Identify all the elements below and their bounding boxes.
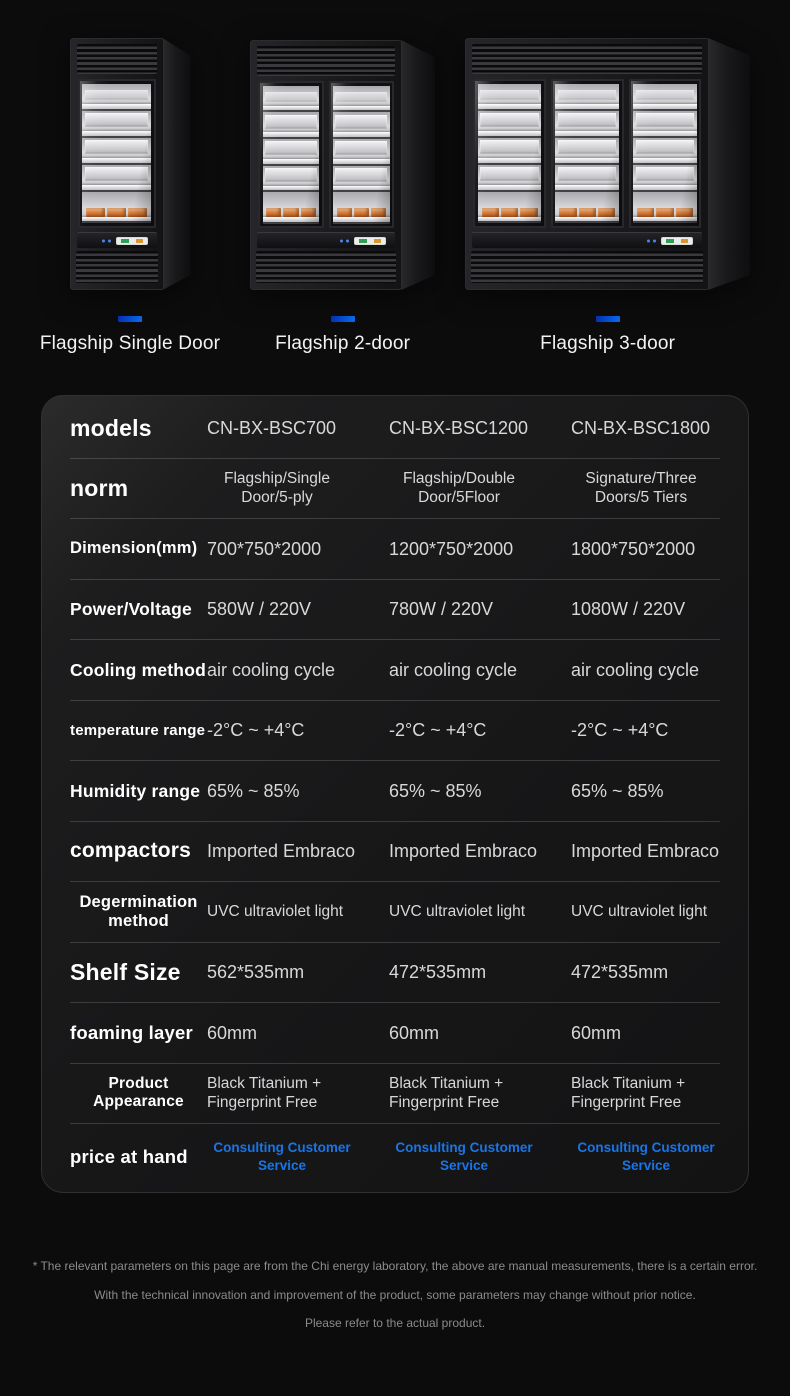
shelf [82,165,151,192]
fridge-bottom-vent [471,251,703,283]
status-led-lights [647,239,656,242]
row-label: models [70,414,152,441]
spec-value: air cooling cycle [571,659,700,680]
fridge-control-panel [472,232,702,248]
product-label: Flagship 2-door [275,333,411,354]
spec-value: -2°C ~ +4°C [207,720,305,740]
spec-value: CN-BX-BSC1200 [389,417,529,438]
spec-value: UVC ultraviolet light [207,903,344,921]
shelf [555,84,619,111]
fridge-glass-area [78,79,156,228]
glass-door [329,81,395,228]
door-cavity [555,84,619,224]
spec-value: 1200*750*2000 [389,538,514,559]
row-label: Power/Voltage [70,599,192,620]
bread-shelf [333,192,390,223]
shelf [263,166,320,193]
fridge-image-single-door [70,38,191,290]
fridge-front [250,40,402,290]
bread-loaf [354,208,369,217]
consult-customer-service-link[interactable]: Consulting Customer Service [213,1140,351,1173]
bread-loaf [266,208,281,217]
spec-row-temperature-range [70,701,720,762]
spec-value: Black Titanium + Fingerprint Free [389,1074,504,1112]
fridge-image-3-door [465,38,750,290]
product-image-stage [465,34,750,290]
shelf [263,86,320,113]
shelf [263,112,320,139]
spec-value: -2°C ~ +4°C [571,720,669,740]
spec-value: Black Titanium + Fingerprint Free [207,1074,322,1112]
spec-value: 65% ~ 85% [389,780,482,801]
product-label: Flagship Single Door [39,333,221,354]
shelf [82,111,151,138]
row-label: Cooling method [70,659,206,680]
glass-door [473,79,546,228]
active-indicator-bar [331,316,355,322]
consult-customer-service-link[interactable]: Consulting Customer Service [395,1140,533,1173]
active-indicator-bar [596,316,620,322]
row-label: temperature range [70,721,206,739]
door-cavity [333,86,390,224]
shelf [82,138,151,165]
glass-door [629,79,702,228]
fridge-front [465,38,709,290]
row-label: price at hand [70,1146,188,1168]
consult-customer-service-link[interactable]: Consulting Customer Service [577,1140,715,1173]
bread-loaf [371,208,386,217]
spec-value: CN-BX-BSC700 [207,417,337,438]
row-label: norm [70,475,129,502]
bread-loaf [86,208,105,217]
fridge-side-panel [163,38,191,290]
bread-loaf [559,208,576,217]
bread-loaf [637,208,654,217]
temperature-display [116,237,148,245]
spec-value: 1800*750*2000 [571,538,696,559]
product-card-2-door [250,34,435,355]
glass-door [551,79,624,228]
shelf [555,111,619,138]
glass-door [258,81,324,228]
spec-value: 65% ~ 85% [207,780,300,801]
row-label: foaming layer [70,1022,193,1044]
bread-loaf [107,208,126,217]
spec-value: Flagship/Single Door/5-ply [224,469,330,507]
spec-value: -2°C ~ +4°C [389,720,487,740]
disclaimer-line-2: With the technical innovation and improvement of the product, some parameters may change without prior notice. [94,1287,696,1302]
shelf [478,84,542,111]
spec-value: Imported Embraco [389,841,538,861]
shelf [263,139,320,166]
row-label: Product Appearance [93,1075,184,1111]
spec-value: air cooling cycle [207,659,336,680]
spec-value: Flagship/Double Door/5Floor [402,469,515,507]
product-card-3-door [465,34,750,355]
spec-table [41,395,749,1193]
fridge-top-vent [77,44,157,74]
spec-value: UVC ultraviolet light [571,903,708,921]
spec-value: 60mm [389,1022,440,1043]
bread-loaf [283,208,298,217]
spec-value: CN-BX-BSC1800 [571,417,711,438]
spec-value: 60mm [571,1022,622,1043]
product-card-single-door [40,34,220,355]
fridge-image-2-door [250,40,435,290]
shelf [478,138,542,165]
door-cavity [82,84,151,224]
spec-value: 780W / 220V [389,599,494,619]
shelf [478,111,542,138]
shelf [633,138,697,165]
spec-value: UVC ultraviolet light [389,903,526,921]
spec-value: Imported Embraco [571,841,720,861]
bread-shelf [633,192,697,224]
spec-row-humidity-range [70,761,720,822]
spec-value: 60mm [207,1022,258,1043]
status-led-lights [340,239,349,242]
bread-loaf [579,208,596,217]
spec-value: 562*535mm [207,962,305,982]
spec-value: 472*535mm [389,962,487,982]
fridge-bottom-vent [76,251,158,283]
spec-value: 700*750*2000 [207,538,322,559]
spec-value: 1080W / 220V [571,599,686,619]
product-image-stage [250,34,435,290]
door-cavity [478,84,542,224]
row-label: Dimension(mm) [70,539,198,558]
spec-value: air cooling cycle [389,659,518,680]
row-label: Humidity range [70,780,201,801]
shelf [333,139,390,166]
spec-value: Black Titanium + Fingerprint Free [571,1074,686,1112]
spec-value: Signature/Three Doors/5 Tiers [585,469,697,507]
spec-row-cooling-method [70,640,720,701]
status-led-lights [102,239,111,242]
bread-loaf [128,208,147,217]
glass-door [78,79,156,228]
shelf [633,165,697,192]
bread-loaf [482,208,499,217]
fridge-top-vent [472,44,702,74]
spec-value: 580W / 220V [207,599,312,619]
spec-row-models [70,398,720,459]
shelf [333,86,390,113]
bread-loaf [598,208,615,217]
spec-row-foaming-layer [70,1003,720,1064]
bread-shelf [478,192,542,224]
active-indicator-bar [118,316,142,322]
fridge-bottom-vent [256,251,396,283]
fridge-glass-area [258,81,394,228]
bread-loaf [676,208,693,217]
disclaimer-line-1: * The relevant parameters on this page are from the Chi energy laboratory, the above are manual measurements, there is a certain error. [32,1259,758,1273]
fridge-glass-area [473,79,701,228]
temperature-display [661,237,693,245]
row-label: compactors [70,839,192,863]
door-cavity [633,84,697,224]
bread-loaf [301,208,316,217]
product-image-stage [70,34,191,290]
spec-value: 472*535mm [571,962,669,982]
fridge-control-panel [257,232,395,248]
fridge-side-panel [401,40,435,290]
bread-shelf [82,192,151,224]
spec-row-power-voltage [70,580,720,641]
spec-value: 65% ~ 85% [571,780,664,801]
disclaimer [0,1259,790,1330]
bread-shelf [555,192,619,224]
bread-loaf [501,208,518,217]
product-label: Flagship 3-door [540,333,676,354]
fridge-front [70,38,164,290]
shelf [555,138,619,165]
shelf [333,166,390,193]
bread-loaf [520,208,537,217]
spec-row-product-appearance [70,1064,720,1125]
product-showcase [0,0,790,355]
shelf [82,84,151,111]
shelf [555,165,619,192]
spec-value: Imported Embraco [207,841,356,861]
row-label: Degermination method [79,892,198,930]
fridge-side-panel [708,38,750,290]
fridge-top-vent [257,46,395,76]
shelf [333,112,390,139]
spec-row-price [70,1124,720,1190]
disclaimer-line-3: Please refer to the actual product. [304,1316,486,1330]
bread-loaf [656,208,673,217]
spec-row-dimension [70,519,720,580]
fridge-control-panel [77,232,157,248]
spec-row-norm [70,459,720,520]
shelf [633,111,697,138]
shelf [478,165,542,192]
bread-loaf [337,208,352,217]
row-label: Shelf Size [70,959,181,986]
spec-row-compactors [70,822,720,883]
door-cavity [263,86,320,224]
spec-row-shelf-size [70,943,720,1004]
bread-shelf [263,192,320,223]
spec-row-degermination-method [70,882,720,943]
temperature-display [354,237,386,245]
shelf [633,84,697,111]
